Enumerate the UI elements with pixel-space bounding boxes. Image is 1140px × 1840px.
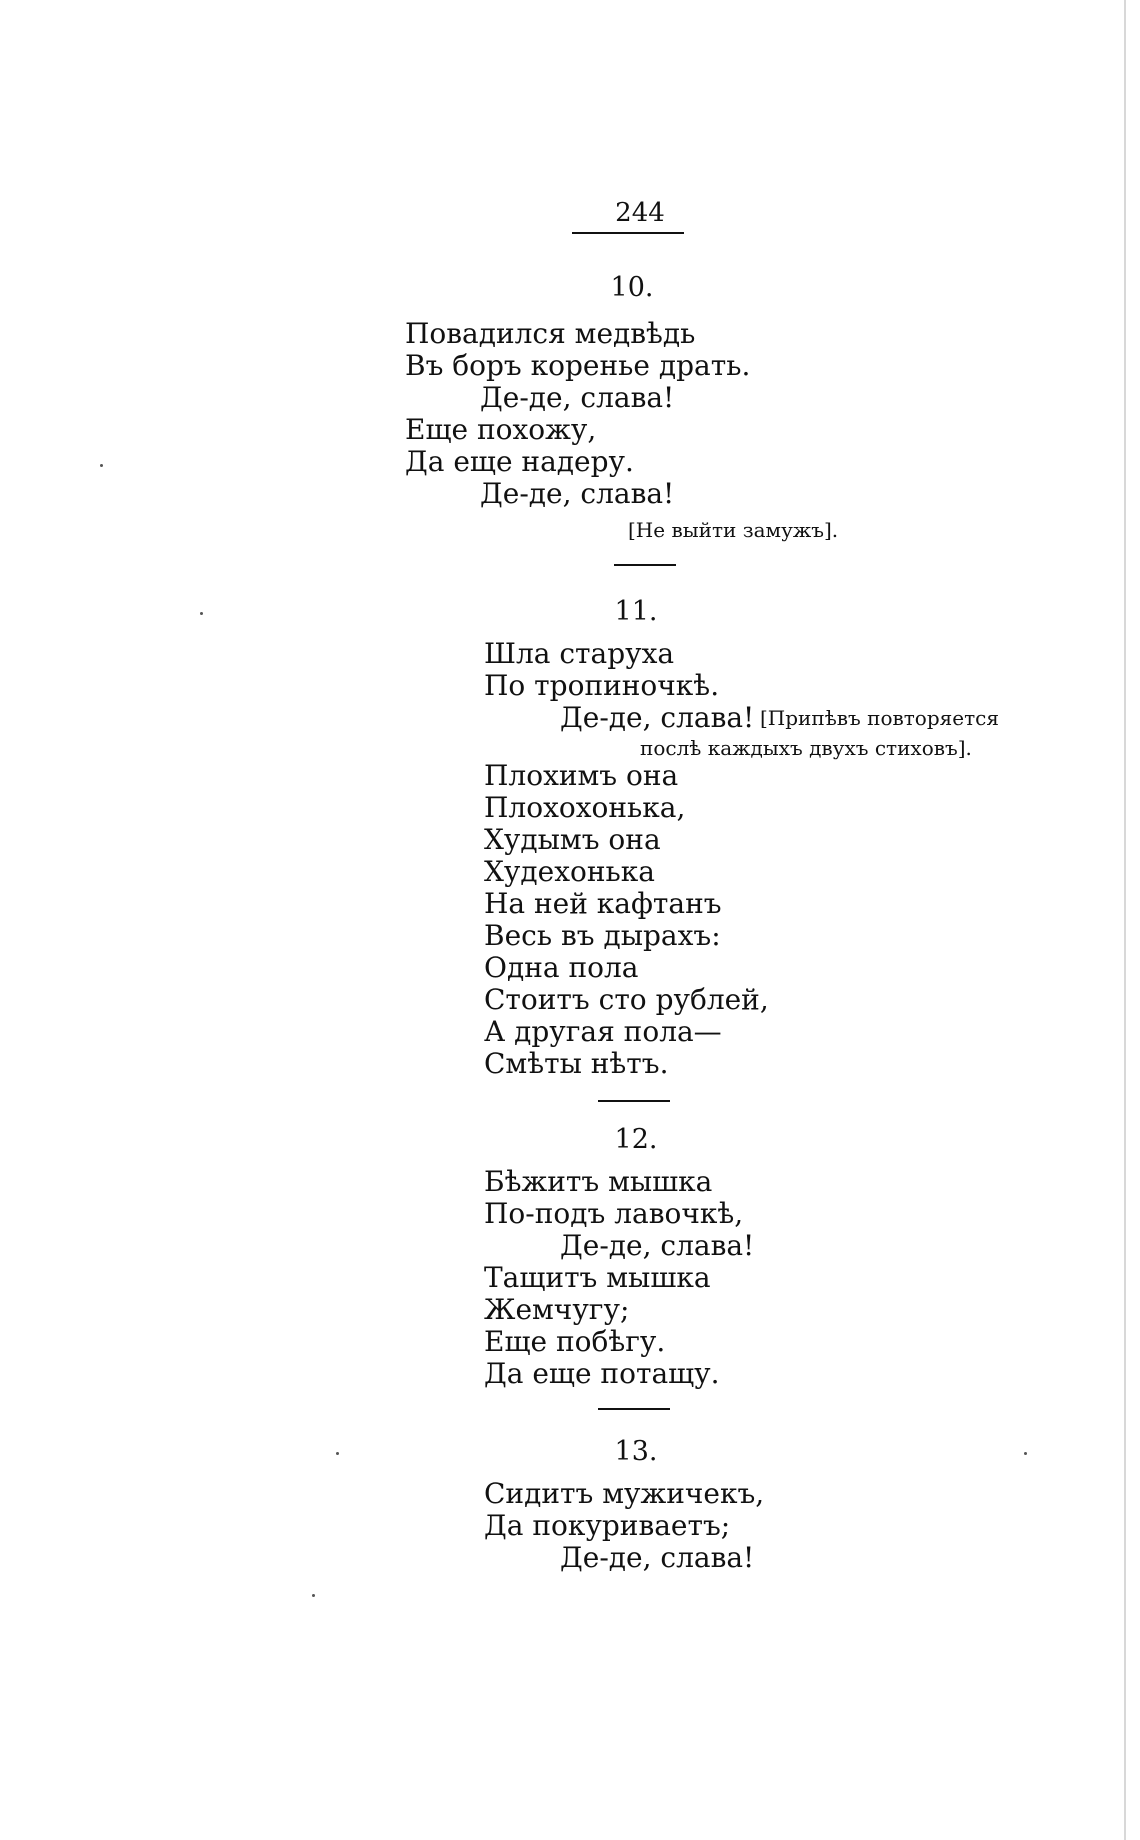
scan-speck <box>1024 1452 1027 1455</box>
verse-line: По-подъ лавочкѣ, <box>484 1197 744 1230</box>
verse-line: Бѣжитъ мышка <box>484 1165 713 1198</box>
page-number-rule <box>572 232 684 234</box>
verse-line: Еще похожу, <box>405 413 597 446</box>
page-number: 244 <box>615 198 665 228</box>
verse-line: Еще побѣгу. <box>484 1325 666 1358</box>
verse-line: Худехонька <box>484 855 655 888</box>
verse-line: Жемчугу; <box>484 1293 630 1326</box>
stanza-number-10: 10. <box>610 272 654 303</box>
scan-speck <box>200 612 203 615</box>
verse-line: Смѣты нѣтъ. <box>484 1047 669 1080</box>
refrain-line: Де-де, слава! <box>560 1541 755 1574</box>
verse-line: Да еще потащу. <box>484 1357 720 1390</box>
verse-line: Весь въ дырахъ: <box>484 919 721 952</box>
editorial-note: [Не выйти замужъ]. <box>628 518 839 542</box>
verse-line: Въ боръ коренье драть. <box>405 349 751 382</box>
verse-line: Плохохонька, <box>484 791 686 824</box>
stanza-number-12: 12. <box>614 1124 658 1155</box>
verse-line: Да покуриваетъ; <box>484 1509 731 1542</box>
verse-line: Шла старуха <box>484 637 675 670</box>
verse-line: По тропиночкѣ. <box>484 669 720 702</box>
editorial-note: послѣ каждыхъ двухъ стиховъ]. <box>640 736 972 760</box>
editorial-note: [Припѣвъ повторяется <box>760 706 999 730</box>
refrain-line: Де-де, слава! <box>480 477 675 510</box>
refrain-line: Де-де, слава! <box>560 1229 755 1262</box>
verse-line: Сидитъ мужичекъ, <box>484 1477 765 1510</box>
verse-line: Да еще надеру. <box>405 445 634 478</box>
verse-line: Плохимъ она <box>484 759 679 792</box>
stanza-number-13: 13. <box>614 1436 658 1467</box>
page-edge-shadow <box>1124 0 1126 1840</box>
verse-line: На ней кафтанъ <box>484 887 722 920</box>
verse-line: Худымъ она <box>484 823 661 856</box>
stanza-divider <box>598 1100 670 1102</box>
verse-line: Повадился медвѣдь <box>405 317 696 350</box>
scan-speck <box>312 1594 315 1597</box>
refrain-line: Де-де, слава! <box>480 381 675 414</box>
verse-line: А другая пола— <box>484 1015 722 1048</box>
stanza-divider <box>614 564 676 566</box>
stanza-divider <box>598 1408 670 1410</box>
verse-line: Стоитъ сто рублей, <box>484 983 769 1016</box>
refrain-line: Де-де, слава! <box>560 701 755 734</box>
stanza-number-11: 11. <box>614 596 658 627</box>
scan-speck <box>336 1452 339 1455</box>
verse-line: Тащитъ мышка <box>484 1261 711 1294</box>
scan-speck <box>100 464 103 467</box>
verse-line: Одна пола <box>484 951 639 984</box>
